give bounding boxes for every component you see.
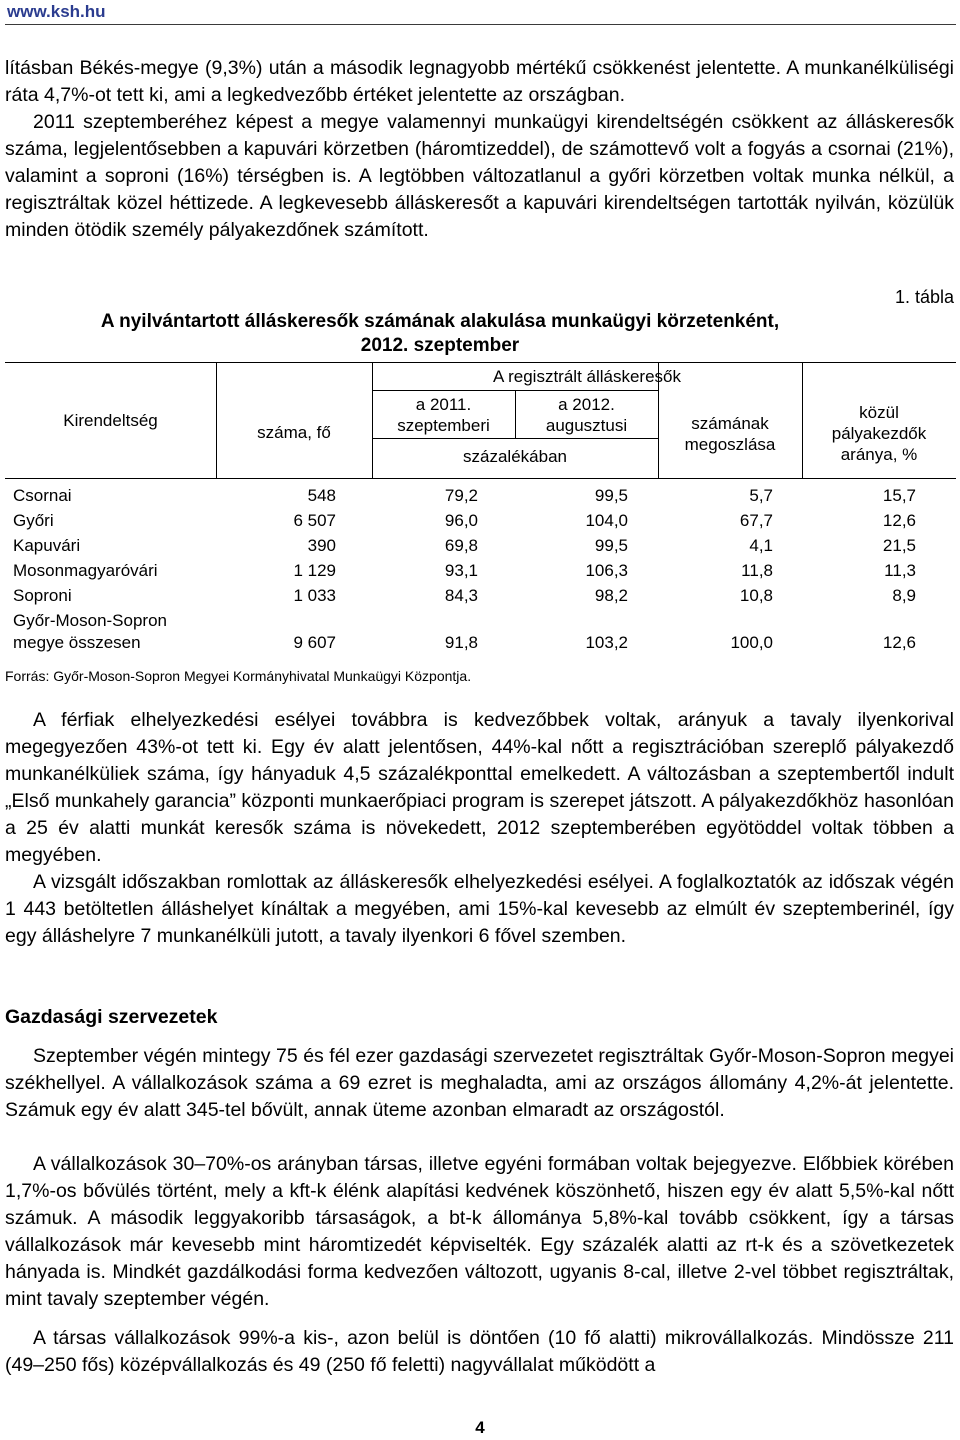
site-url[interactable]: www.ksh.hu — [7, 2, 106, 21]
header-2012-line-2: augusztusi — [545, 416, 628, 435]
table-percent-rule — [372, 438, 658, 439]
table-title-line-1: A nyilvántartott álláskeresők számának alakulása munkaügyi körzetenként, — [100, 311, 780, 332]
cell-2012: 99,5 — [594, 536, 628, 555]
cell-szama: 9 607 — [293, 633, 336, 652]
cell-szama: 1 129 — [293, 561, 336, 580]
cell-2012: 98,2 — [594, 586, 628, 605]
paragraph-4: A vizsgált időszakban romlottak az álláskeresők elhelyezkedési esélyei. A foglalkoztatók az időszak végén 1 443 betöltetlen álláshelyet kínáltak a megyében, ami 15%-kal kevesebb az elmúlt év szeptemberinél, így egy álláshelyre 7 munkanélküli jutott, a tavaly ilyenkori 6 fővel szemben. — [5, 871, 954, 947]
header-palyakezdo-line-2: pályakezdők — [831, 424, 927, 443]
cell-megoszlas: 11,8 — [741, 561, 773, 580]
paragraph-2-text: 2011 szeptemberéhez képest a megye valamennyi munkaügyi kirendeltségén csökkent az álláskeresők száma, legjelentősebben a kapuvári körzetben (háromtizeddel), de számottevő volt a fogyás a csornai (21%), valamint a soproni (16%) térségben is. A legtöbben változatlanul a győri körzetben voltak munka nélkül, a regisztráltak közel héttizede. A legkevesebb álláskeresőt a kapuvári kirendeltségen tartották nyilván, közülük minden ötödik személy pályakezdőnek számított. — [5, 111, 954, 241]
table-row — [0, 561, 960, 585]
header-palyakezdo-line-1: közül — [859, 403, 899, 422]
table-row — [0, 586, 960, 610]
table-title — [40, 310, 840, 358]
paragraph-5: Szeptember végén mintegy 75 és fél ezer gazdasági szervezetet regisztráltak Győr-Moson-Sopron megyei székhellyel. A vállalkozások száma a 69 ezret is meghaladta, ami az országos állomány 4,2%-át jelentette. Számuk egy év alatt 345-tel bővült, annak üteme azonban elmaradt az országostól. — [5, 1045, 954, 1121]
page-number: 4 — [475, 1418, 485, 1437]
table-top-rule — [5, 362, 956, 363]
cell-2011: 79,2 — [444, 486, 478, 505]
cell-palyakezdo: 11,3 — [884, 561, 916, 580]
header-megoszlas — [658, 413, 802, 455]
table-number: 1. tábla — [894, 287, 954, 307]
cell-2011: 96,0 — [444, 511, 478, 530]
table-header-bottom-rule — [5, 478, 956, 479]
row-name: Csornai — [13, 486, 72, 505]
cell-palyakezdo: 12,6 — [882, 633, 916, 652]
cell-megoszlas: 5,7 — [749, 486, 773, 505]
header-2011-line-1: a 2011. — [415, 395, 472, 414]
cell-2011: 84,3 — [444, 586, 478, 605]
table-row — [0, 511, 960, 535]
row-name: Mosonmagyaróvári — [13, 561, 158, 580]
table-title-line-2: 2012. szeptember — [360, 335, 520, 356]
cell-megoszlas: 10,8 — [739, 586, 773, 605]
cell-megoszlas: 67,7 — [739, 511, 773, 530]
header-kirendeltseg: Kirendeltség — [63, 411, 158, 430]
section-title: Gazdasági szervezetek — [5, 1006, 218, 1028]
header-group: A regisztrált álláskeresők — [492, 367, 682, 386]
header-szama: száma, fő — [257, 423, 331, 442]
table-row — [0, 536, 960, 560]
cell-palyakezdo: 15,7 — [882, 486, 916, 505]
cell-palyakezdo: 8,9 — [892, 586, 916, 605]
table-source: Forrás: Győr-Moson-Sopron Megyei Kormányhivatal Munkaügyi Központja. — [5, 668, 472, 684]
header-megoszlas-line-1: számának — [691, 414, 769, 433]
header-2011-line-2: szeptemberi — [397, 416, 490, 435]
total-name-line-1: Győr-Moson-Sopron — [13, 611, 168, 630]
table-col-divider-1 — [216, 362, 217, 478]
cell-palyakezdo: 21,5 — [882, 536, 916, 555]
row-name: Győri — [13, 511, 54, 530]
table-row — [0, 486, 960, 510]
header-szazalekaban: százalékában — [463, 447, 567, 466]
row-name: Soproni — [13, 586, 72, 605]
cell-2011: 93,1 — [444, 561, 478, 580]
table-row-total-label — [0, 611, 960, 635]
header-2012-line-1: a 2012. — [558, 395, 615, 414]
header-palyakezdo-line-3: aránya, % — [840, 445, 918, 464]
cell-palyakezdo: 12,6 — [882, 511, 916, 530]
cell-2011: 69,8 — [444, 536, 478, 555]
row-name: Kapuvári — [13, 536, 81, 555]
paragraph-6: A vállalkozások 30–70%-os arányban társas, illetve egyéni formában voltak bejegyezve. Előbbiek körében 1,7%-os bővülés történt, mely a kft-k élénk alapítási kedvének köszönhető, hiszen egy év alatt 5,5%-kal nőtt számuk. A második leggyakoribb társaságok, a bt-k állománya 5,8%-kal tovább csökkent, így a társas vállalkozások már kevesebb mint háromtizedét képviselték. Egy százalék alatti az rt-k és a szövetkezetek hányada is. Mindkét gazdálkodási forma kedvezően változott, ugyanis 8-cal, illetve 2-vel többet regisztráltak, mint tavaly szeptember végén. — [5, 1153, 954, 1310]
paragraph-3: A férfiak elhelyezkedési esélyei továbbra is kedvezőbbek voltak, arányuk a tavaly ilyenkorival megegyezően 43%-ot tett ki. Egy év alatt jelentősen, 44%-kal nőtt a regisztrációban szereplő pályakezdő munkanélküliek száma, így hányaduk 4,5 százalékponttal emelkedett. A változásban a szeptembertől indult „Első munkahely garancia” központi munkaerőpiaci program is szerepet játszott. A pályakezdőkhöz hasonlóan a 25 év alatti munkát keresők száma is növekedett, 2012 szeptemberében egyötöddel voltak többen a megyében. — [5, 709, 954, 866]
cell-megoszlas: 100,0 — [730, 633, 773, 652]
cell-2012: 103,2 — [585, 633, 628, 652]
header-2012 — [515, 394, 658, 436]
cell-szama: 1 033 — [293, 586, 336, 605]
header-2011 — [372, 394, 515, 436]
paragraph-7: A társas vállalkozások 99%-a kis-, azon belül is döntően (10 fő alatti) mikrovállalkozás. Mindössze 211 (49–250 fős) középvállalkozás és 49 (250 fő feletti) nagyvállalat működött a — [5, 1327, 954, 1376]
cell-szama: 390 — [307, 536, 336, 555]
cell-szama: 548 — [307, 486, 336, 505]
cell-2011: 91,8 — [444, 633, 478, 652]
paragraph-1 — [5, 55, 954, 244]
header-palyakezdo — [802, 402, 956, 465]
cell-2012: 99,5 — [594, 486, 628, 505]
cell-2012: 106,3 — [585, 561, 628, 580]
header-divider — [5, 24, 956, 25]
header-megoszlas-line-2: megoszlása — [684, 435, 776, 454]
total-name-line-2: megye összesen — [13, 633, 141, 652]
cell-megoszlas: 4,1 — [749, 536, 773, 555]
table-row-total — [0, 633, 960, 657]
paragraph-1-text: lításban Békés-megye (9,3%) után a második legnagyobb mértékű csökkenést jelentette. A munkanélküliségi ráta 4,7%-ot tett ki, ami a legkedvezőbb értéket jelentette az országban. — [5, 57, 954, 106]
cell-2012: 104,0 — [585, 511, 628, 530]
cell-szama: 6 507 — [293, 511, 336, 530]
